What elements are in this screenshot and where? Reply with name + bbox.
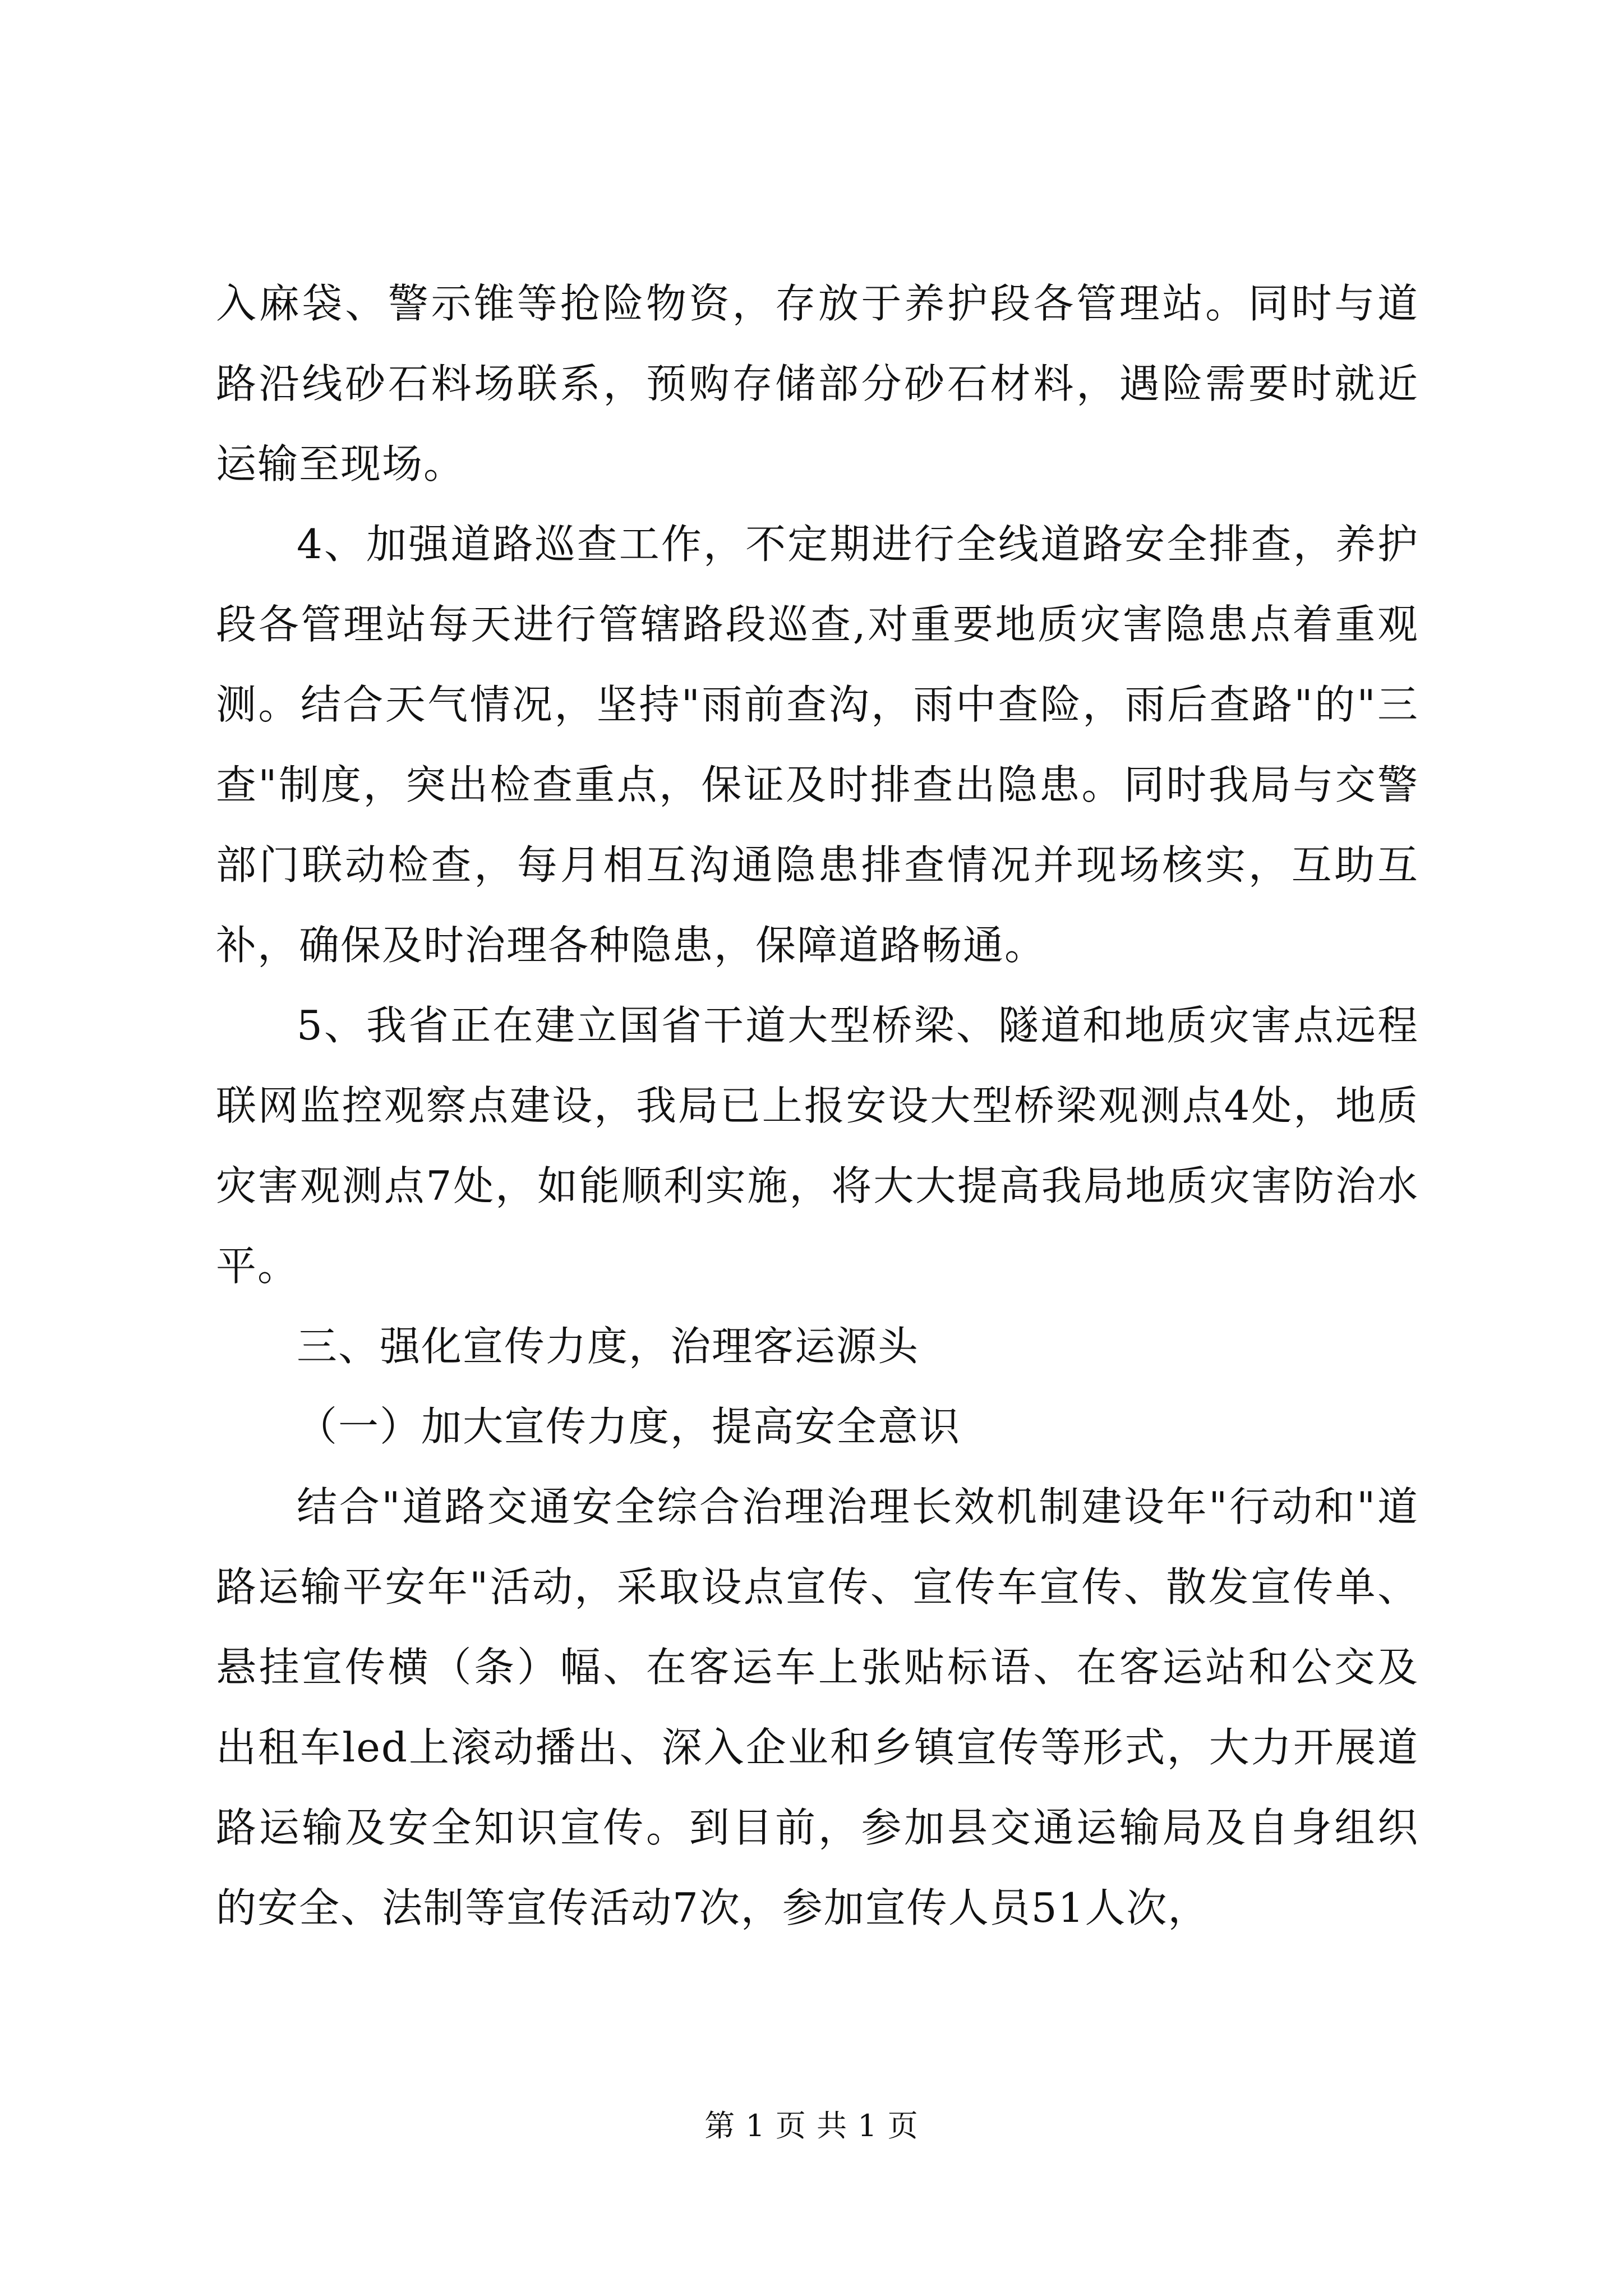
section-heading: 三、强化宣传力度，治理客运源头	[297, 1323, 920, 1370]
paragraph-item-5: 5、我省正在建立国省干道大型桥梁、隧道和地质灾害点远程联网监控观察点建设，我局已上报安设大型桥梁观测点4处，地质灾害观测点7处，如能顺利实施，将大大提高我局地质灾害防治水平。	[216, 1002, 1419, 1290]
subsection-heading: （一）加大宣传力度，提高安全意识	[297, 1403, 961, 1450]
paragraph-continuation: 入麻袋、警示锥等抢险物资，存放于养护段各管理站。同时与道路沿线砂石料场联系，预购存储部分砂石材料，遇险需要时就近运输至现场。	[216, 280, 1419, 487]
paragraph-item-4: 4、加强道路巡查工作，不定期进行全线道路安全排查，养护段各管理站每天进行管辖路段巡查,对重要地质灾害隐患点着重观测。结合天气情况，坚持"雨前查沟，雨中查险，雨后查路"的"三查"制度，突出检查重点，保证及时排查出隐患。同时我局与交警部门联动检查，每月相互沟通隐患排查情况并现场核实，互助互补，确保及时治理各种隐患，保障道路畅通。	[216, 521, 1419, 969]
paragraph-publicity: 结合"道路交通安全综合治理治理长效机制建设年"行动和"道路运输平安年"活动，采取设点宣传、宣传车宣传、散发宣传单、悬挂宣传横（条）幅、在客运车上张贴标语、在客运站和公交及出租车led上滚动播出、深入企业和乡镇宣传等形式，大力开展道路运输及安全知识宣传。到目前，参加县交通运输局及自身组织的安全、法制等宣传活动7次，参加宣传人员51人次，	[216, 1483, 1419, 1931]
document-body	[216, 264, 1419, 1948]
page-footer: 第 1 页 共 1 页	[704, 2108, 919, 2143]
